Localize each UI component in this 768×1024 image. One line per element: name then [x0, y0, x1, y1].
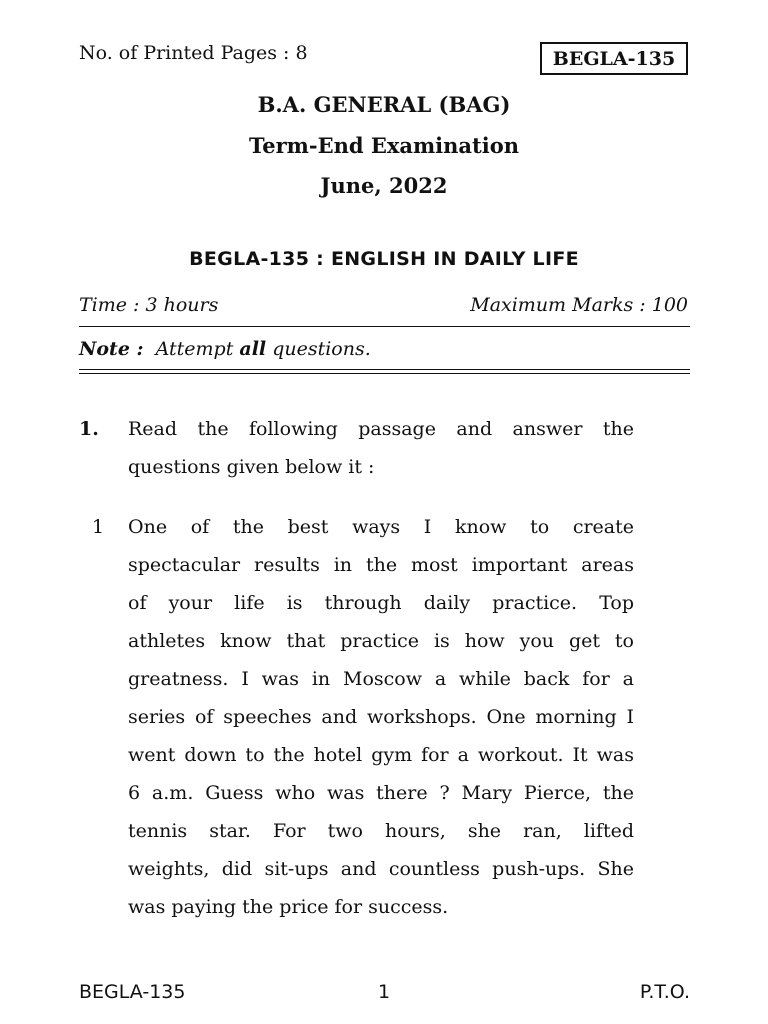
- footer-course-code: BEGLA-135: [79, 981, 186, 1003]
- time-allowed: Time : 3 hours: [79, 294, 219, 316]
- passage-line: spectacular results in the most important areas: [128, 554, 634, 576]
- passage-line: tennis star. For two hours, she ran, lifted: [128, 820, 634, 842]
- programme-title: B.A. GENERAL (BAG): [257, 92, 511, 117]
- course-code: BEGLA-135: [552, 47, 676, 70]
- question-text: [128, 410, 634, 486]
- note-post: questions.: [272, 338, 371, 360]
- passage-paragraph: [128, 508, 634, 926]
- passage-line: series of speeches and workshops. One morning I: [128, 706, 634, 728]
- question-line: Read the following passage and answer the: [128, 418, 634, 440]
- note-label: Note :: [79, 338, 144, 360]
- passage-line: weights, did sit-ups and countless push-ups. She: [128, 858, 634, 880]
- passage-line: One of the best ways I know to create: [128, 516, 634, 538]
- double-divider-top: [79, 369, 690, 370]
- course-title: BEGLA-135 : ENGLISH IN DAILY LIFE: [189, 248, 579, 270]
- paragraph-number: 1: [92, 516, 105, 538]
- exam-session: June, 2022: [320, 173, 448, 198]
- question-number: 1.: [79, 418, 99, 440]
- exam-title: Term-End Examination: [248, 133, 519, 158]
- printed-pages: No. of Printed Pages : 8: [79, 42, 308, 64]
- instructions-note: [79, 338, 371, 360]
- maximum-marks: Maximum Marks : 100: [470, 294, 688, 316]
- course-code-box: [540, 42, 688, 75]
- double-divider-bottom: [79, 373, 690, 374]
- passage-line: greatness. I was in Moscow a while back for a: [128, 668, 634, 690]
- passage-line: athletes know that practice is how you get to: [128, 630, 634, 652]
- note-emphasis: all: [239, 338, 267, 360]
- passage-line: was paying the price for success.: [128, 896, 449, 918]
- question-line: questions given below it :: [128, 456, 375, 478]
- page-number: 1: [377, 981, 391, 1003]
- note-pre: Attempt: [155, 338, 234, 360]
- passage-line: 6 a.m. Guess who was there ? Mary Pierce, the: [128, 782, 634, 804]
- passage-line: of your life is through daily practice. Top: [128, 592, 634, 614]
- divider: [79, 326, 690, 327]
- please-turn-over: P.T.O.: [639, 981, 690, 1003]
- passage-line: went down to the hotel gym for a workout. It was: [128, 744, 634, 766]
